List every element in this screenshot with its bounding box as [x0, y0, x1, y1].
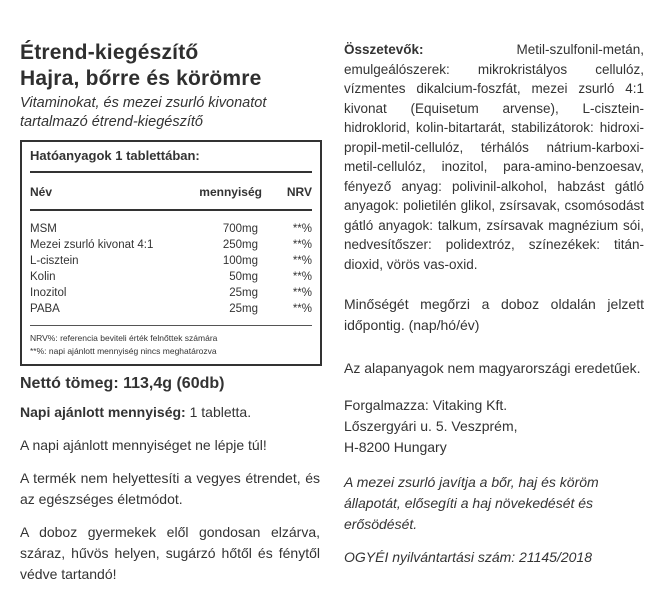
warning-diet: A termék nem helyettesíti a vegyes étrendet, és az egészséges életmódot.: [20, 470, 320, 507]
right-column: [344, 40, 644, 568]
ingredient-amount: 700mg: [222, 223, 258, 235]
table-body: [30, 211, 312, 326]
left-column: [20, 40, 320, 585]
storage-instructions: A doboz gyermekek elől gondosan elzárva, száraz, hűvös helyen, sugárzó hőtől és fénytől védve tartandó!: [20, 524, 320, 582]
table-row: [30, 221, 312, 237]
active-ingredients-table: [20, 140, 322, 366]
shelf-life: Minőségét megőrzi a doboz oldalán jelzett időpontig. (nap/hó/év): [344, 296, 644, 333]
health-claim: A mezei zsurló javítja a bőr, haj és köröm állapotát, elősegíti a haj növekedését és erősödését.: [344, 474, 599, 532]
origin-note: Az alapanyagok nem magyarországi eredetűek.: [344, 360, 641, 376]
ingredient-name: L-cisztein: [30, 255, 79, 267]
product-title-line2: Hajra, bőrre és körömre: [20, 67, 262, 90]
ingredient-amount: 25mg: [229, 303, 258, 315]
ingredient-nrv: **%: [292, 255, 312, 267]
ingredient-nrv: **%: [292, 271, 312, 283]
daily-dose-label: Napi ajánlott mennyiség:: [20, 404, 186, 420]
table-row: [30, 301, 312, 317]
column-header-nrv: NRV: [286, 185, 312, 199]
table-row: [30, 269, 312, 285]
ingredient-name: Inozitol: [30, 287, 67, 299]
registry-number: OGYÉI nyilvántartási szám: 21145/2018: [344, 549, 592, 565]
ingredient-nrv: **%: [292, 223, 312, 235]
product-title-line1: Étrend-kiegészítő: [20, 41, 199, 64]
warning-dose: A napi ajánlott mennyiséget ne lépje túl!: [20, 437, 267, 453]
distributor-name: Forgalmazza: Vitaking Kft.: [344, 397, 508, 413]
ingredients-text: Metil-szulfonil-metán, emulgeálószerek: mikrokristályos cellulóz, vízmentes dikalcium-foszfát, mezei zsurló 4:1 kivonat (Equisetum arvense), L-cisztein-hidroklorid, kolin-bitartarát, stabilizátorok: hidroxi-propil-metil-cellulóz, térhálós nátrium-karboxi-metil-cellulóz, inozitol, para-amino-benzoesav, fényező anyag: polivinil-alkohol, habzást gátló anyagok: polietilén glikol, zsírsavak, csomósodást gátló anyagok: talkum, zsírsavak magnézium sói, nedvesítőszer: polidextróz, színezékek: titán-dioxid, vörös vas-oxid.: [344, 42, 644, 272]
product-subtitle: Vitaminokat, és mezei zsurló kivonatot tartalmazó étrend-kiegészítő: [20, 95, 267, 130]
distributor-postcode: H-8200 Hungary: [344, 439, 447, 455]
ingredient-amount: 25mg: [229, 287, 258, 299]
daily-dose: [20, 402, 320, 423]
table-footnotes: [30, 326, 312, 358]
net-weight: Nettó tömeg: 113,4g (60db): [20, 375, 225, 392]
column-header-amount: mennyiség: [199, 185, 262, 199]
column-header-name: Név: [30, 185, 53, 199]
distributor-street: Lőszergyári u. 5. Veszprém,: [344, 418, 518, 434]
table-row: [30, 253, 312, 269]
ingredient-nrv: **%: [292, 287, 312, 299]
table-row: [30, 237, 312, 253]
not-defined-footnote: **%: napi ajánlott mennyiség nincs meghatározva: [30, 346, 217, 356]
ingredient-name: MSM: [30, 223, 57, 235]
distributor: [344, 395, 644, 458]
ingredient-nrv: **%: [292, 239, 312, 251]
ingredient-name: Mezei zsurló kivonat 4:1: [30, 239, 154, 251]
ingredient-nrv: **%: [292, 303, 312, 315]
ingredient-amount: 50mg: [229, 271, 258, 283]
ingredient-amount: 100mg: [222, 255, 258, 267]
ingredients-label: Összetevők:: [344, 42, 424, 57]
nrv-footnote: NRV%: referencia beviteli érték felnőttek számára: [30, 333, 218, 343]
ingredient-amount: 250mg: [222, 239, 258, 251]
ingredients-list: [344, 40, 644, 274]
table-header-row: [30, 173, 312, 211]
daily-dose-value: 1 tabletta.: [185, 404, 252, 420]
table-row: [30, 285, 312, 301]
ingredient-name: Kolin: [30, 271, 56, 283]
table-heading: Hatóanyagok 1 tablettában:: [30, 148, 312, 173]
ingredient-name: PABA: [30, 303, 60, 315]
